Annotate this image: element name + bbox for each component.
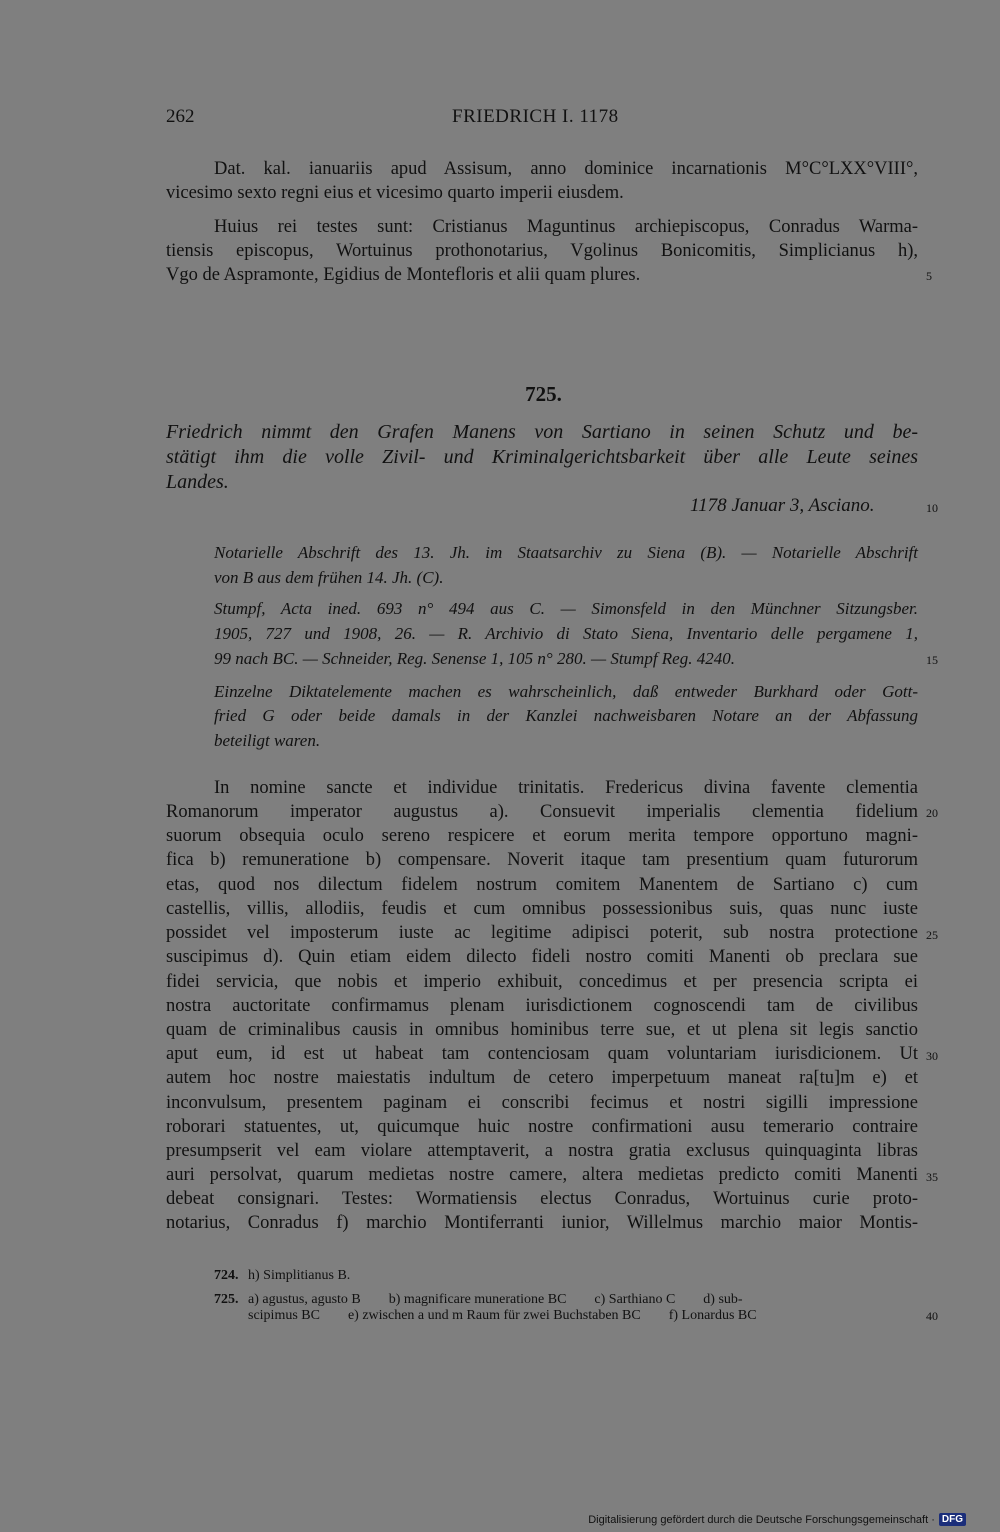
text-line: In nomine sancte et individue trinitatis. Fredericus divina favente clementia [214,778,918,798]
text-line: roborari statuentes, ut, quicumque huic nostre confirmationi ausu temerario contraire [166,1117,918,1137]
footnote-724: h) Simplitianus B. [248,1268,351,1283]
dfg-logo: DFG [939,1513,966,1526]
doc-summary-line: stätigt ihm die volle Zivil- und Kriminalgerichtsbarkeit über alle Leute seines [166,446,918,468]
text-line: quam de criminalibus causis in omnibus hominibus terre sue, et ut plena sit legis sanctio [166,1020,918,1040]
prev-doc-line: vicesimo sexto regni eius et vicesimo quarto imperii eiusdem. [166,183,624,203]
text-line: autem hoc nostre maiestatis indultum de cetero imperpetuum maneat ra[tu]m e) et [166,1068,918,1088]
document-number: 725. [525,382,562,406]
running-title: FRIEDRICH I. 1178 [452,106,619,127]
date-place: 1178 Januar 3, Asciano. [690,495,875,516]
page-number: 262 [166,106,195,127]
text-line: aput eum, id est ut habeat tam contenciosam quam voluntariam iurisdicionem. Ut [166,1044,918,1064]
doc-summary-line: Friedrich nimmt den Grafen Manens von Sartiano in seinen Schutz und be- [166,421,918,443]
footnote-725-label: 725. [214,1292,239,1307]
prev-doc-line: Dat. kal. ianuariis apud Assisum, anno dominice incarnationis M°C°LXX°VIII°, [214,159,918,179]
source-line: Stumpf, Acta ined. 693 n° 494 aus C. — Simonsfeld in den Münchner Sitzungsber. [214,599,918,618]
line-number: 35 [926,1170,938,1184]
text-line: presumpserit vel eam violare attemptaverit, a nostra gratia exclusus quinquaginta libras [166,1141,918,1161]
text-line: fica b) remuneratione b) compensare. Noverit itaque tam presentium quam futurorum [166,850,918,870]
prev-doc-line: tiensis episcopus, Wortuinus prothonotarius, Vgolinus Bonicomitis, Simplicianus h), [166,241,918,261]
text-line: castellis, villis, allodiis, feudis et cum omnibus possessionibus suis, quas nunc iuste [166,899,918,919]
line-number: 40 [926,1309,938,1323]
footnote-725-line: scipimus BC e) zwischen a und m Raum für zwei Buchstaben BC f) Lonardus BC [248,1308,757,1323]
text-line: auri persolvat, quarum medietas nostre camere, altera medietas predicto comiti Manenti [166,1165,918,1185]
text-line: nostra auctoritate confirmamus plenam iurisdictionem cognoscendi tam de civilibus [166,996,918,1016]
prev-doc-line: Huius rei testes sunt: Cristianus Maguntinus archiepiscopus, Conradus Warma- [214,217,918,237]
credit-text: Digitalisierung gefördert durch die Deutsche Forschungsgemeinschaft · [588,1513,935,1526]
footnote-724-label: 724. [214,1268,239,1283]
text-line: Romanorum imperator augustus a). Consuevit imperialis clementia fidelium [166,802,918,822]
text-line: inconvulsum, presentem paginam ei conscribi fecimus et nostri sigilli impressione [166,1093,918,1113]
text-line: suscipimus d). Quin etiam eidem dilecto fideli nostro comiti Manenti ob preclara sue [166,947,918,967]
line-number: 5 [926,269,932,283]
text-line: etas, quod nos dilectum fidelem nostrum comitem Manentem de Sartiano c) cum [166,875,918,895]
line-number: 30 [926,1049,938,1063]
text-line: suorum obsequia oculo sereno respicere et eorum merita tempore opportuno magni- [166,826,918,846]
source-line: Einzelne Diktatelemente machen es wahrscheinlich, daß entweder Burkhard oder Gott- [214,682,918,701]
source-line: fried G oder beide damals in der Kanzlei nachweisbaren Notare an der Abfassung [214,706,918,725]
line-number: 15 [926,653,938,667]
source-line: 1905, 727 und 1908, 26. — R. Archivio di Stato Siena, Inventario delle pergamene 1, [214,624,918,643]
doc-summary-line: Landes. [166,471,229,493]
source-line: beteiligt waren. [214,731,321,750]
line-number: 10 [926,501,938,515]
prev-doc-line: Vgo de Aspramonte, Egidius de Montefloris et alii quam plures. [166,265,641,285]
source-line: von B aus dem frühen 14. Jh. (C). [214,568,444,587]
text-line: fidei servicia, que nobis et imperio exhibuit, concedimus et per presencia scripta ei [166,972,918,992]
footnote-725-line: a) agustus, agusto B b) magnificare muneratione BC c) Sarthiano C d) sub- [248,1292,743,1307]
text-line: notarius, Conradus f) marchio Montiferranti iunior, Willelmus marchio maior Montis- [166,1213,918,1233]
text-line: debeat consignari. Testes: Wormatiensis electus Conradus, Wortuinus curie proto- [166,1189,918,1209]
source-line: 99 nach BC. — Schneider, Reg. Senense 1, 105 n° 280. — Stumpf Reg. 4240. [214,649,735,668]
line-number: 25 [926,928,938,942]
line-number: 20 [926,806,938,820]
text-line: possidet vel imposterum iuste ac legitime adipisci poterit, sub nostra protectione [166,923,918,943]
source-line: Notarielle Abschrift des 13. Jh. im Staatsarchiv zu Siena (B). — Notarielle Abschrift [214,543,918,562]
digitization-credit [588,1513,966,1526]
